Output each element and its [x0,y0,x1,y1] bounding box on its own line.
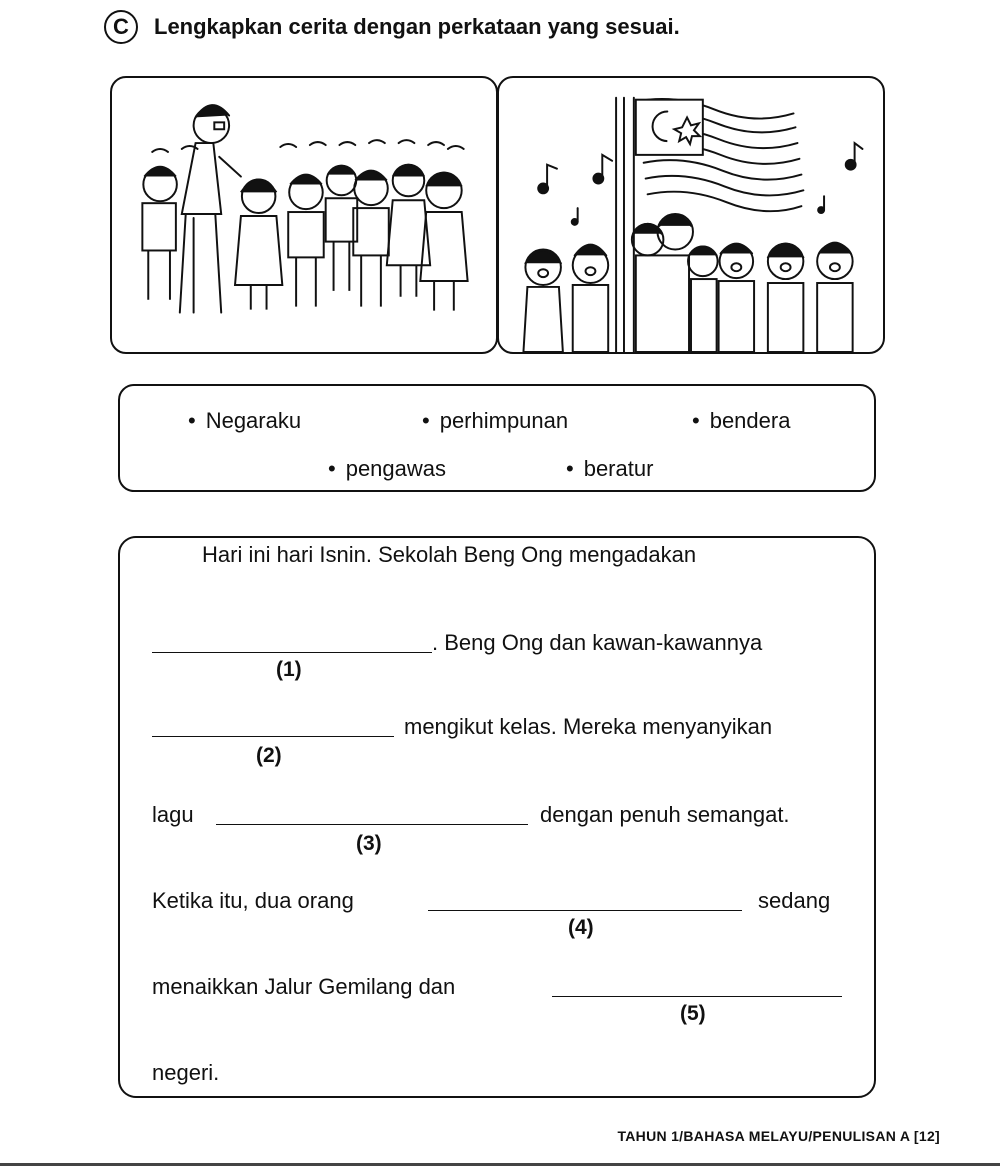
story-line-5-end: sedang [758,888,831,913]
story-line-7: negeri. [152,1060,220,1085]
blank-5[interactable] [552,996,842,997]
blank-2-label: (2) [256,744,282,767]
blank-2[interactable] [152,736,394,737]
story-line-4-start: lagu [152,802,194,827]
section-heading [104,10,680,44]
section-letter: C [104,10,138,44]
blank-1[interactable] [152,652,432,653]
footer-text: TAHUN 1/BAHASA MELAYU/PENULISAN A [12] [617,1128,940,1144]
word-bank-item: • pengawas [328,456,446,482]
assembly-illustration [110,76,498,354]
blank-1-label: (1) [276,658,302,681]
flag-raising-illustration [497,76,885,354]
story-line-1: Hari ini hari Isnin. Sekolah Beng Ong mengadakan [202,542,697,567]
story-line-6: menaikkan Jalur Gemilang dan [152,974,456,999]
word-bank-item: • bendera [692,408,790,434]
story-line-3: mengikut kelas. Mereka menyanyikan [404,714,773,739]
story-line-5-start: Ketika itu, dua orang [152,888,354,913]
word-bank-box [118,384,876,492]
story-line-4-end: dengan penuh semangat. [540,802,790,827]
assembly-drawing [112,78,496,352]
word-bank-item: • perhimpunan [422,408,568,434]
story-box [118,536,876,1098]
story-line-2: . Beng Ong dan kawan-kawannya [432,630,763,655]
word-bank-item: • Negaraku [188,408,301,434]
blank-4-label: (4) [568,916,594,939]
instruction-text: Lengkapkan cerita dengan perkataan yang sesuai. [154,14,680,39]
blank-3[interactable] [216,824,528,825]
blank-5-label: (5) [680,1002,706,1025]
child-1 [142,167,176,300]
flag-drawing [499,78,883,352]
blank-4[interactable] [428,910,742,911]
blank-3-label: (3) [356,832,382,855]
word-bank-item: • beratur [566,456,653,482]
